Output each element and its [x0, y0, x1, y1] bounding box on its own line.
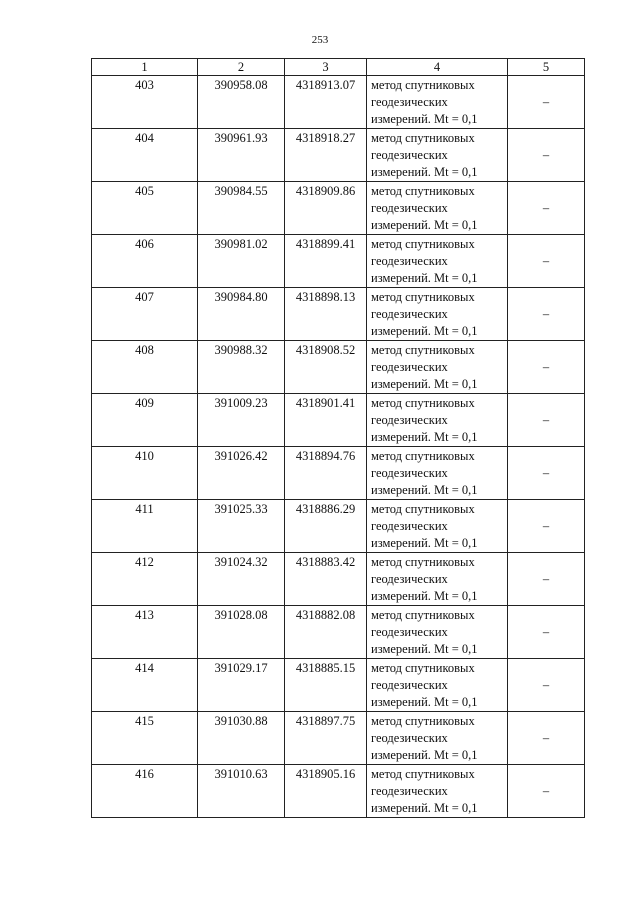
y-coordinate-cell: 4318905.16 [285, 765, 367, 818]
point-number-cell: 409 [92, 394, 198, 447]
y-coordinate-cell: 4318897.75 [285, 712, 367, 765]
point-number-cell: 408 [92, 341, 198, 394]
column-header: 1 [92, 59, 198, 76]
method-line: измерений. Mt = 0,1 [371, 165, 478, 179]
note-cell: – [508, 765, 585, 818]
method-line: метод спутниковых [371, 502, 475, 516]
method-line: метод спутниковых [371, 449, 475, 463]
method-cell [367, 553, 508, 606]
note-cell: – [508, 129, 585, 182]
y-coordinate-cell: 4318899.41 [285, 235, 367, 288]
x-coordinate-cell: 391009.23 [198, 394, 285, 447]
table-row [92, 288, 585, 341]
x-coordinate-cell: 390961.93 [198, 129, 285, 182]
coordinates-table [91, 58, 585, 818]
note-cell: – [508, 553, 585, 606]
table-row [92, 712, 585, 765]
method-line: метод спутниковых [371, 290, 475, 304]
note-cell: – [508, 288, 585, 341]
method-line: измерений. Mt = 0,1 [371, 430, 478, 444]
method-line: геодезических [371, 360, 448, 374]
method-line: метод спутниковых [371, 78, 475, 92]
method-cell [367, 606, 508, 659]
method-line: геодезических [371, 413, 448, 427]
table-row [92, 553, 585, 606]
method-line: измерений. Mt = 0,1 [371, 324, 478, 338]
method-line: геодезических [371, 572, 448, 586]
method-line: метод спутниковых [371, 608, 475, 622]
point-number-cell: 413 [92, 606, 198, 659]
x-coordinate-cell: 390988.32 [198, 341, 285, 394]
method-line: метод спутниковых [371, 184, 475, 198]
point-number-cell: 403 [92, 76, 198, 129]
method-line: метод спутниковых [371, 396, 475, 410]
table-row [92, 129, 585, 182]
column-header: 3 [285, 59, 367, 76]
y-coordinate-cell: 4318901.41 [285, 394, 367, 447]
x-coordinate-cell: 391024.32 [198, 553, 285, 606]
method-cell [367, 341, 508, 394]
method-line: геодезических [371, 678, 448, 692]
method-line: геодезических [371, 731, 448, 745]
note-cell: – [508, 712, 585, 765]
method-line: геодезических [371, 148, 448, 162]
method-line: метод спутниковых [371, 714, 475, 728]
table-row [92, 76, 585, 129]
x-coordinate-cell: 391025.33 [198, 500, 285, 553]
x-coordinate-cell: 390984.55 [198, 182, 285, 235]
x-coordinate-cell: 390984.80 [198, 288, 285, 341]
x-coordinate-cell: 390958.08 [198, 76, 285, 129]
note-cell: – [508, 341, 585, 394]
method-cell [367, 235, 508, 288]
method-cell [367, 288, 508, 341]
note-cell: – [508, 182, 585, 235]
y-coordinate-cell: 4318908.52 [285, 341, 367, 394]
method-line: геодезических [371, 784, 448, 798]
table-row [92, 659, 585, 712]
method-cell [367, 447, 508, 500]
y-coordinate-cell: 4318913.07 [285, 76, 367, 129]
x-coordinate-cell: 391010.63 [198, 765, 285, 818]
method-line: измерений. Mt = 0,1 [371, 801, 478, 815]
point-number-cell: 405 [92, 182, 198, 235]
y-coordinate-cell: 4318882.08 [285, 606, 367, 659]
table-row [92, 606, 585, 659]
method-cell [367, 712, 508, 765]
method-line: измерений. Mt = 0,1 [371, 642, 478, 656]
method-line: геодезических [371, 466, 448, 480]
method-cell [367, 76, 508, 129]
table-row [92, 500, 585, 553]
point-number-cell: 416 [92, 765, 198, 818]
column-header: 4 [367, 59, 508, 76]
table-row [92, 447, 585, 500]
method-line: метод спутниковых [371, 343, 475, 357]
x-coordinate-cell: 391028.08 [198, 606, 285, 659]
y-coordinate-cell: 4318883.42 [285, 553, 367, 606]
y-coordinate-cell: 4318886.29 [285, 500, 367, 553]
y-coordinate-cell: 4318909.86 [285, 182, 367, 235]
y-coordinate-cell: 4318898.13 [285, 288, 367, 341]
point-number-cell: 407 [92, 288, 198, 341]
method-cell [367, 659, 508, 712]
point-number-cell: 404 [92, 129, 198, 182]
table-row [92, 341, 585, 394]
method-line: метод спутниковых [371, 661, 475, 675]
method-line: метод спутниковых [371, 131, 475, 145]
method-line: геодезических [371, 625, 448, 639]
method-line: геодезических [371, 307, 448, 321]
y-coordinate-cell: 4318894.76 [285, 447, 367, 500]
point-number-cell: 415 [92, 712, 198, 765]
table-row [92, 182, 585, 235]
y-coordinate-cell: 4318885.15 [285, 659, 367, 712]
method-line: геодезических [371, 201, 448, 215]
note-cell: – [508, 76, 585, 129]
note-cell: – [508, 659, 585, 712]
note-cell: – [508, 235, 585, 288]
method-line: геодезических [371, 254, 448, 268]
method-cell [367, 394, 508, 447]
y-coordinate-cell: 4318918.27 [285, 129, 367, 182]
point-number-cell: 410 [92, 447, 198, 500]
note-cell: – [508, 394, 585, 447]
method-line: геодезических [371, 95, 448, 109]
column-header: 2 [198, 59, 285, 76]
table-header-row [92, 59, 585, 76]
method-cell [367, 182, 508, 235]
table-body [92, 76, 585, 818]
x-coordinate-cell: 391029.17 [198, 659, 285, 712]
method-line: измерений. Mt = 0,1 [371, 748, 478, 762]
method-line: измерений. Mt = 0,1 [371, 271, 478, 285]
method-line: измерений. Mt = 0,1 [371, 377, 478, 391]
table-row [92, 765, 585, 818]
table-row [92, 235, 585, 288]
column-header: 5 [508, 59, 585, 76]
note-cell: – [508, 500, 585, 553]
page-number: 253 [311, 34, 329, 46]
point-number-cell: 412 [92, 553, 198, 606]
x-coordinate-cell: 390981.02 [198, 235, 285, 288]
method-line: метод спутниковых [371, 237, 475, 251]
method-line: измерений. Mt = 0,1 [371, 695, 478, 709]
method-line: измерений. Mt = 0,1 [371, 483, 478, 497]
method-cell [367, 500, 508, 553]
note-cell: – [508, 447, 585, 500]
method-line: измерений. Mt = 0,1 [371, 589, 478, 603]
point-number-cell: 411 [92, 500, 198, 553]
note-cell: – [508, 606, 585, 659]
point-number-cell: 406 [92, 235, 198, 288]
method-line: метод спутниковых [371, 555, 475, 569]
x-coordinate-cell: 391026.42 [198, 447, 285, 500]
method-line: метод спутниковых [371, 767, 475, 781]
table-row [92, 394, 585, 447]
method-line: измерений. Mt = 0,1 [371, 112, 478, 126]
method-line: геодезических [371, 519, 448, 533]
method-cell [367, 765, 508, 818]
x-coordinate-cell: 391030.88 [198, 712, 285, 765]
method-line: измерений. Mt = 0,1 [371, 218, 478, 232]
method-line: измерений. Mt = 0,1 [371, 536, 478, 550]
point-number-cell: 414 [92, 659, 198, 712]
method-cell [367, 129, 508, 182]
